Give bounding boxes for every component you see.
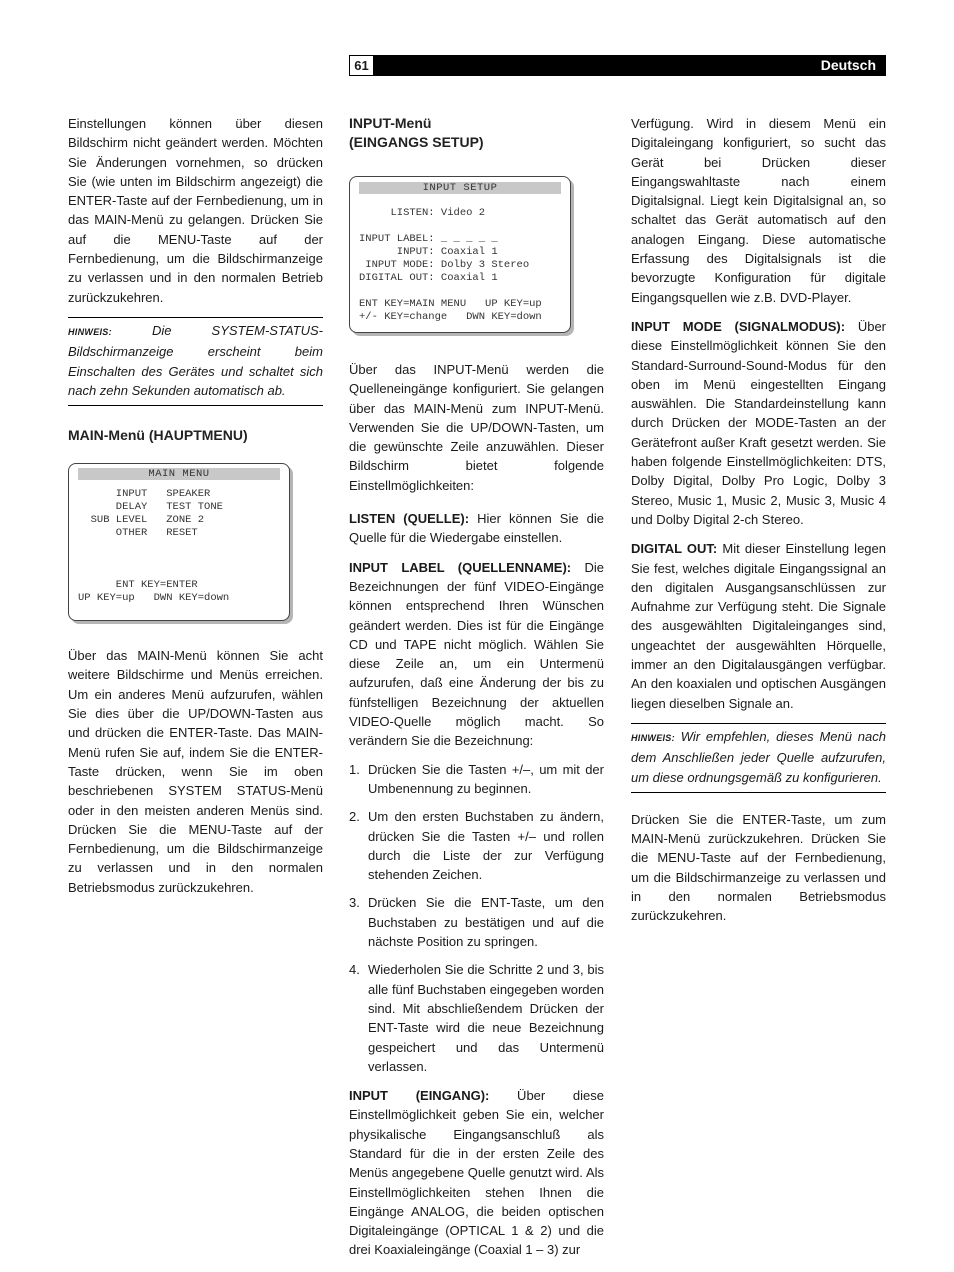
section-heading-main-menu: MAIN-Menü (HAUPTMENU) — [68, 427, 248, 444]
input-label-paragraph — [349, 558, 604, 751]
note-label: HINWEIS: — [631, 732, 675, 743]
list-item — [349, 960, 604, 1076]
listen-text: Hier können Sie die Quelle für die Wiedergabe einstellen. — [349, 511, 605, 546]
note-label: HINWEIS: — [68, 326, 112, 337]
page-number: 61 — [349, 55, 374, 76]
list-item — [349, 807, 604, 884]
section-heading-input-menu: INPUT-Menü — [349, 115, 432, 131]
digital-out-text: Mit dieser Einstellung legen Sie fest, welches digitale Eingangssignal an den digitalen Ausgangsanschlüssen zur Aufnahme zur Verfügung steht. Die Signale des ausgewählten Digitaleinganges sind, ungeachtet der ausgewählten Hörquelle, immer an den Digitalausgängen verfügbar. An den koaxialen und optischen Ausgängen liegen dieselben Signale an. — [631, 541, 886, 711]
header-language: Deutsch — [820, 57, 876, 73]
outro-paragraph: Drücken Sie die ENTER-Taste, um zum MAIN-Menü zurückzukehren. Drücken Sie die MENU-Taste auf der Fernbedienung, um die Bildschirmanzeige zu verlassen und in den normalen Betriebsmodus zurückzukehren. — [631, 811, 886, 924]
note-text: Die SYSTEM-STATUS-Bildschirmanzeige erscheint beim Einschalten des Gerätes und schaltet sich nach zehn Sekunden automatisch ab. — [68, 322, 323, 398]
section-subheading-input-menu: (EINGANGS SETUP) — [349, 134, 484, 150]
osd-title: MAIN MENU — [78, 468, 280, 480]
step-text: Drücken Sie die ENT-Taste, um den Buchstaben zu bestätigen und auf die nächste Position zu springen. — [368, 895, 604, 950]
note-box — [631, 723, 886, 793]
note-box — [68, 317, 323, 406]
osd-input-setup — [349, 176, 571, 333]
input-label-text: Die Bezeichnungen der fünf VIDEO-Eingänge können entsprechend Ihren Wünschen geändert werden. Dies ist für die Eingänge CD und TAPE nicht möglich. Wählen Sie diese Zeile an, um ein Untermenü aufzurufen, daß eine Änderung der bis zu fünfstelligen Bezeichnung der aktuellen VIDEO-Quelle möglich macht. So verändern Sie die Bezeichnung: — [349, 559, 604, 749]
rename-steps — [349, 760, 604, 1076]
step-number: 4. — [349, 962, 360, 978]
step-number: 2. — [349, 809, 360, 825]
column-left — [68, 114, 323, 897]
input-mode-text: Über diese Einstellmöglichkeit können Sie den Standard-Surround-Sound-Modus für den oben im Menü eingestellten Eingang auswählen. Die Standardeinstellung kann durch Drücken der MODE-Tasten an der Gerätefront außer Kraft gesetzt werden. Sie haben folgende Einstellmöglichkeiten: DTS, Dolby Digital, Dolby Pro Logic, Dolby 3 Stereo, Music 1, Music 2, Music 3, Music 4 und Dolby Digital 2-ch Stereo. — [631, 318, 886, 527]
continuation-paragraph: Verfügung. Wird in diesem Menü ein Digitaleingang konfiguriert, so sucht das Gerät bei Drücken dieser Eingangswahltaste nach einem Digitalsignal. Liegt kein Digitalsignal an, so schaltet das Gerät automatisch auf den analogen Eingang. Diese automatische Erfassung des Digitalsignals ist die bevorzugte Konfiguration für digitale Eingangsquellen wie z.B. DVD-Player. — [631, 116, 886, 305]
listen-paragraph — [349, 509, 604, 548]
input-mode-paragraph — [631, 317, 886, 529]
listen-term: LISTEN (QUELLE): — [349, 511, 470, 527]
input-mode-term: INPUT MODE (SIGNALMODUS): — [631, 318, 846, 334]
step-text: Wiederholen Sie die Schritte 2 und 3, bis alle fünf Buchstaben eingegeben worden sind. Mit abschließendem Drücken der ENT-Taste wird die neue Bezeichnung gespeichert und das Untermenü verlassen. — [368, 962, 604, 1074]
osd-title: INPUT SETUP — [359, 182, 561, 194]
step-number: 3. — [349, 895, 360, 911]
intro-paragraph: Einstellungen können über diesen Bildschirm nicht geändert werden. Möchten Sie Änderungen vornehmen, so drücken Sie (wie unten im Bildschirm angezeigt) die ENTER-Taste auf der Fernbedienung, um in das MAIN-Menü zu gelangen. Drücken Sie auf die MENU-Taste auf der Fernbedienung, um die Bildschirmanzeige zu verlassen und in den normalen Betrieb zurückzukehren. — [68, 116, 323, 305]
list-item — [349, 893, 604, 951]
main-menu-paragraph: Über das MAIN-Menü können Sie acht weitere Bildschirme und Menüs erreichen. Um ein anderes Menü aufzurufen, wählen Sie dies über die UP/DOWN-Tasten aus und drücken die ENTER-Taste. Das MAIN-Menü rufen Sie auf, indem Sie die ENTER-Taste drücken, wenn Sie im oben beschriebenen SYSTEM STATUS-Menü oder in den meisten anderen Menüs sind. Drücken Sie die MENU-Taste auf der Fernbedienung, um die Bildschirmanzeige zu verlassen und in den normalen Betriebsmodus zurückzukehren. — [68, 648, 323, 895]
step-text: Drücken Sie die Tasten +/–, um mit der Umbenennung zu beginnen. — [368, 761, 604, 796]
input-paragraph — [349, 1086, 604, 1260]
list-item — [349, 760, 604, 799]
osd-body: INPUT SPEAKER DELAY TEST TONE SUB LEVEL ZONE 2 OTHER RESET ENT KEY=ENTER UP KEY=up DWN KEY=down — [78, 488, 230, 605]
osd-main-menu — [68, 463, 290, 621]
column-right — [631, 114, 886, 926]
input-menu-intro: Über das INPUT-Menü werden die Quelleneingänge konfiguriert. Sie gelangen über das MAIN-Menü zum INPUT-Menü. Verwenden Sie die UP/DOWN-Tasten, um die gewünschte Zeile anzuwählen. Dieser Bildschirm bietet folgende Einstellmöglichkeiten: — [349, 362, 604, 493]
input-text: Über diese Einstellmöglichkeit geben Sie ein, welcher physikalische Eingangsanschluß als Standard für die in der ersten Zeile des Menüs angegebene Quelle genutzt wird. Als Einstellmöglichkeiten stehen Ihnen die Eingänge ANALOG, die beiden optischen Digitaleingänge (OPTICAL 1 & 2) und die drei Koaxialeingänge (Coaxial 1 – 3) zur — [349, 1088, 604, 1258]
step-text: Um den ersten Buchstaben zu ändern, drücken Sie die Tasten +/– und rollen durch die Liste der zur Verfügung stehenden Zeichen. — [368, 809, 604, 883]
header-bar — [349, 55, 886, 76]
note-text: Wir empfehlen, dieses Menü nach dem Anschließen jeder Quelle aufzurufen, um diese ordnungsgemäß zu konfigurieren. — [631, 728, 886, 785]
column-middle — [349, 114, 604, 1260]
digital-out-paragraph — [631, 539, 886, 713]
step-number: 1. — [349, 761, 360, 777]
input-term: INPUT (EINGANG): — [349, 1088, 490, 1104]
osd-body: LISTEN: Video 2 INPUT LABEL: _ _ _ _ _ INPUT: Coaxial 1 INPUT MODE: Dolby 3 Stereo DIGITAL OUT: Coaxial 1 ENT KEY=MAIN MENU UP KEY=up +/- KEY=change DWN KEY=down — [359, 207, 542, 323]
input-label-term: INPUT LABEL (QUELLENNAME): — [349, 559, 572, 575]
digital-out-term: DIGITAL OUT: — [631, 541, 718, 557]
